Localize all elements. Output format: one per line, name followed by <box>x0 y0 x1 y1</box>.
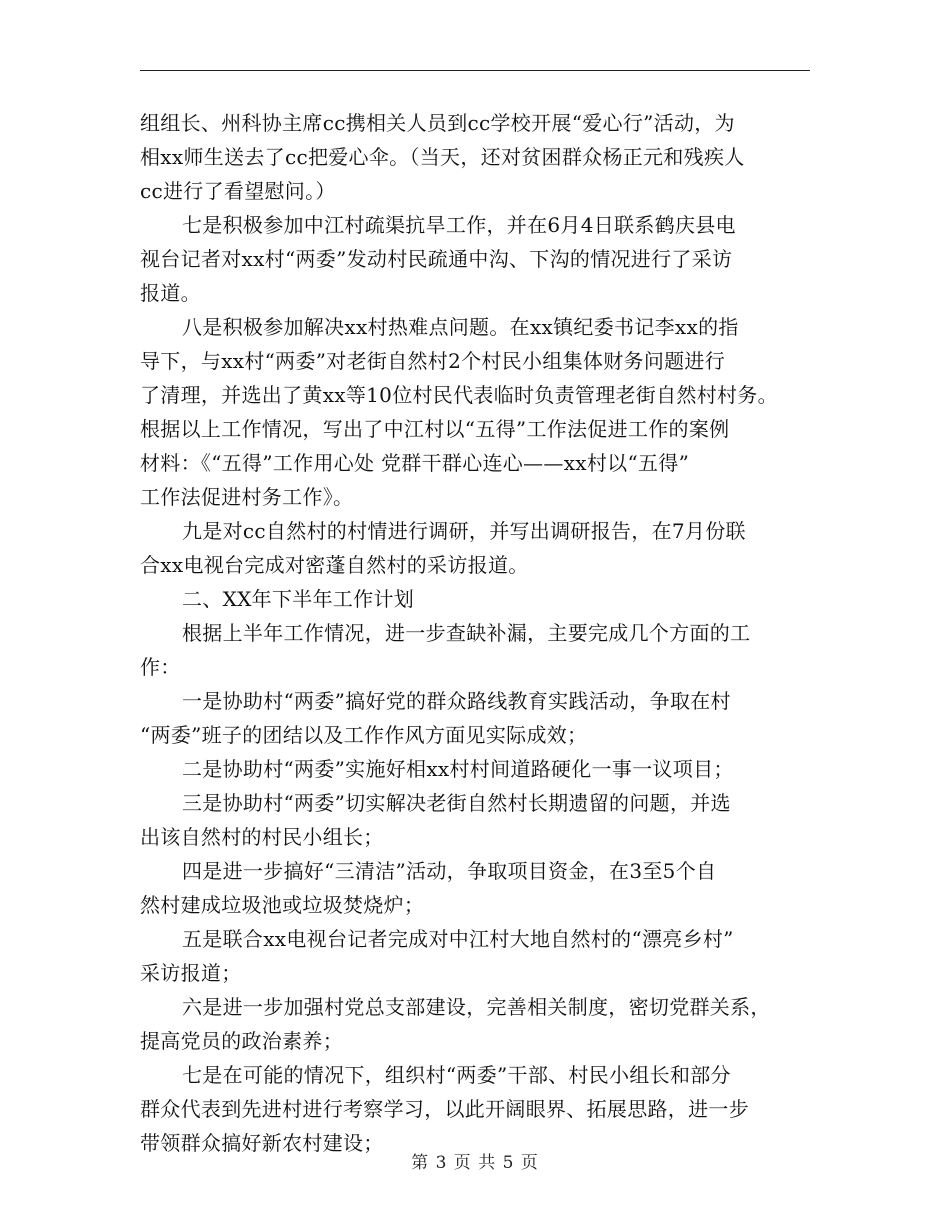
text-line: 带领群众搞好新农村建设； <box>140 1131 384 1155</box>
paragraph-first-line: 二是协助村“两委”实施好相xx村村间道路硬化一事一议项目； <box>182 757 734 781</box>
text-line: cc进行了看望慰问。） <box>140 179 336 203</box>
text-line: 群众代表到先进村进行考察学习，以此开阔眼界、拓展思路，进一步 <box>140 1097 749 1121</box>
text-line: 合xx电视台完成对密蓬自然村的采访报道。 <box>140 553 529 577</box>
body-text <box>140 106 820 1160</box>
paragraph-first-line: 九是对cc自然村的村情进行调研，并写出调研报告，在7月份联 <box>182 519 746 543</box>
text-line: 作： <box>140 655 181 679</box>
text-line: 工作法促进村务工作》。 <box>140 485 354 509</box>
text-line: 导下，与xx村“两委”对老街自然村2个村民小组集体财务问题进行 <box>140 349 726 373</box>
paragraph-first-line: 六是进一步加强村党总支部建设，完善相关制度，密切党群关系， <box>182 995 771 1019</box>
text-line: 了清理，并选出了黄xx等10位村民代表临时负责管理老街自然村村务。 <box>140 383 778 407</box>
paragraph-first-line: 一是协助村“两委”搞好党的群众路线教育实践活动，争取在村 <box>182 689 731 713</box>
paragraph-first-line: 七是在可能的情况下，组织村“两委”干部、村民小组长和部分 <box>182 1063 731 1087</box>
text-line: 组组长、州科协主席cc携相关人员到cc学校开展“爱心行”活动，为 <box>140 111 735 135</box>
text-line: 相xx师生送去了cc把爱心伞。（当天，还对贫困群众杨正元和残疾人 <box>140 145 745 169</box>
text-line: 根据以上工作情况，写出了中江村以“五得”工作法促进工作的案例 <box>140 417 730 441</box>
paragraph-first-line: 八是积极参加解决xx村热难点问题。在xx镇纪委书记李xx的指 <box>182 315 739 339</box>
text-line: 出该自然村的村民小组长； <box>140 825 384 849</box>
paragraph-first-line: 三是协助村“两委”切实解决老街自然村长期遗留的问题，并选 <box>182 791 731 815</box>
text-line: 报道。 <box>140 281 201 305</box>
text-line: 采访报道； <box>140 961 242 985</box>
section-heading: 二、XX年下半年工作计划 <box>182 587 415 611</box>
text-line: 材料：《“五得”工作用心处 党群干群心连心——xx村以“五得” <box>140 451 690 475</box>
header-rule <box>140 70 810 71</box>
paragraph-first-line: 五是联合xx电视台记者完成对中江村大地自然村的“漂亮乡村” <box>182 927 734 951</box>
paragraph-first-line: 四是进一步搞好“三清洁”活动，争取项目资金，在3至5个自 <box>182 859 717 883</box>
page-number-footer: 第 3 页 共 5 页 <box>411 1153 539 1173</box>
text-line: 提高党员的政治素养； <box>140 1029 343 1053</box>
paragraph-first-line: 根据上半年工作情况，进一步查缺补漏，主要完成几个方面的工 <box>182 621 751 645</box>
text-line: “两委”班子的团结以及工作作风方面见实际成效； <box>140 723 588 747</box>
paragraph-first-line: 七是积极参加中江村疏渠抗旱工作，并在6月4日联系鹤庆县电 <box>182 213 736 237</box>
text-line: 然村建成垃圾池或垃圾焚烧炉； <box>140 893 425 917</box>
text-line: 视台记者对xx村“两委”发动村民疏通中沟、下沟的情况进行了采访 <box>140 247 733 271</box>
